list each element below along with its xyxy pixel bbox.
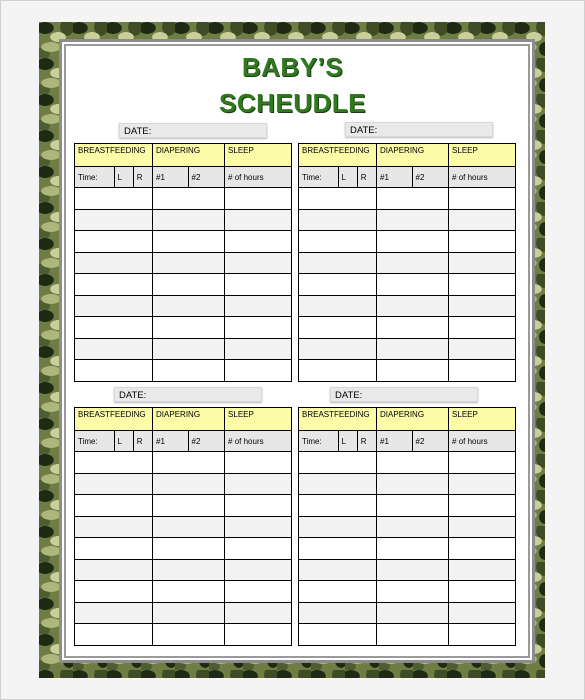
breastfeeding-cell[interactable]: [75, 602, 153, 624]
diapering-cell[interactable]: [153, 581, 225, 603]
breastfeeding-cell[interactable]: [75, 231, 153, 253]
table-row: [75, 252, 292, 274]
sleep-header: SLEEP: [449, 408, 516, 431]
diapering-cell[interactable]: [153, 516, 225, 538]
table-row: [75, 495, 292, 517]
diaper1-subheader: #1: [377, 167, 412, 188]
table-row: [75, 624, 292, 646]
sleep-cell[interactable]: [225, 252, 292, 274]
date-field-2[interactable]: DATE:: [345, 122, 493, 137]
diapering-cell[interactable]: [377, 274, 449, 296]
schedule-table-1: [74, 143, 292, 382]
diapering-cell[interactable]: [153, 495, 225, 517]
diapering-cell[interactable]: [377, 209, 449, 231]
table-row: [299, 338, 516, 360]
breastfeeding-cell[interactable]: [299, 209, 377, 231]
diapering-cell[interactable]: [153, 624, 225, 646]
breastfeeding-cell[interactable]: [75, 188, 153, 210]
table-row: [299, 188, 516, 210]
table-row: [299, 360, 516, 382]
time-subheader: Time:: [75, 167, 115, 188]
breastfeeding-cell[interactable]: [299, 338, 377, 360]
schedule-table-4: [298, 407, 516, 646]
diapering-cell[interactable]: [377, 338, 449, 360]
breastfeeding-cell[interactable]: [299, 317, 377, 339]
diapering-cell[interactable]: [153, 473, 225, 495]
table-row: [75, 188, 292, 210]
left-subheader: L: [338, 431, 357, 452]
diapering-header: DIAPERING: [377, 408, 449, 431]
time-subheader: Time:: [299, 431, 339, 452]
breastfeeding-cell[interactable]: [299, 452, 377, 474]
sleep-cell[interactable]: [225, 295, 292, 317]
schedule-table-3: [74, 407, 292, 646]
table-row: [75, 231, 292, 253]
table-row: [75, 338, 292, 360]
breastfeeding-cell[interactable]: [75, 360, 153, 382]
breastfeeding-cell[interactable]: [299, 274, 377, 296]
sleep-cell[interactable]: [225, 602, 292, 624]
diaper2-subheader: #2: [188, 167, 225, 188]
schedule-table-2: [298, 143, 516, 382]
date-field-1[interactable]: DATE:: [119, 123, 267, 138]
breastfeeding-cell[interactable]: [299, 602, 377, 624]
table-row: [75, 209, 292, 231]
breastfeeding-cell[interactable]: [299, 360, 377, 382]
hours-subheader: # of hours: [225, 431, 292, 452]
breastfeeding-cell[interactable]: [75, 338, 153, 360]
diapering-cell[interactable]: [377, 360, 449, 382]
title-line-2: SCHEUDLE: [218, 88, 366, 118]
table-row: [75, 538, 292, 560]
sleep-cell[interactable]: [225, 581, 292, 603]
diapering-cell[interactable]: [153, 602, 225, 624]
breastfeeding-cell[interactable]: [75, 252, 153, 274]
date-field-4[interactable]: DATE:: [330, 387, 478, 402]
table-row: [299, 473, 516, 495]
breastfeeding-header: BREASTFEEDING: [75, 144, 153, 167]
breastfeeding-header: BREASTFEEDING: [299, 144, 377, 167]
diaper2-subheader: #2: [412, 167, 449, 188]
diapering-cell[interactable]: [153, 538, 225, 560]
breastfeeding-cell[interactable]: [75, 452, 153, 474]
table-row: [75, 581, 292, 603]
table-row: [299, 581, 516, 603]
sleep-cell[interactable]: [225, 188, 292, 210]
breastfeeding-cell[interactable]: [75, 317, 153, 339]
diapering-cell[interactable]: [153, 317, 225, 339]
sleep-cell[interactable]: [225, 274, 292, 296]
diapering-cell[interactable]: [153, 231, 225, 253]
table-row: [75, 516, 292, 538]
breastfeeding-cell[interactable]: [75, 624, 153, 646]
breastfeeding-cell[interactable]: [75, 295, 153, 317]
table-row: [299, 252, 516, 274]
diapering-cell[interactable]: [377, 538, 449, 560]
right-subheader: R: [133, 431, 152, 452]
table-row: [299, 452, 516, 474]
table-row: [75, 295, 292, 317]
breastfeeding-cell[interactable]: [299, 252, 377, 274]
time-subheader: Time:: [75, 431, 115, 452]
sleep-cell[interactable]: [449, 473, 516, 495]
sleep-cell[interactable]: [225, 209, 292, 231]
table-row: [75, 317, 292, 339]
table-row: [299, 317, 516, 339]
sleep-cell[interactable]: [225, 317, 292, 339]
breastfeeding-cell[interactable]: [299, 581, 377, 603]
right-subheader: R: [357, 167, 376, 188]
diaper2-subheader: #2: [188, 431, 225, 452]
table-row: [299, 295, 516, 317]
table-row: [299, 516, 516, 538]
title-line-1: BABY’S: [241, 52, 344, 82]
table-row: [299, 495, 516, 517]
sleep-cell[interactable]: [225, 473, 292, 495]
diapering-cell[interactable]: [377, 516, 449, 538]
table-row: [299, 231, 516, 253]
hours-subheader: # of hours: [449, 167, 516, 188]
table-row: [299, 602, 516, 624]
sleep-cell[interactable]: [449, 360, 516, 382]
diapering-cell[interactable]: [377, 473, 449, 495]
breastfeeding-cell[interactable]: [75, 559, 153, 581]
sleep-cell[interactable]: [225, 516, 292, 538]
sleep-cell[interactable]: [225, 452, 292, 474]
sleep-cell[interactable]: [449, 538, 516, 560]
breastfeeding-cell[interactable]: [299, 495, 377, 517]
sleep-cell[interactable]: [225, 360, 292, 382]
diapering-cell[interactable]: [377, 559, 449, 581]
left-subheader: L: [114, 167, 133, 188]
sleep-cell[interactable]: [225, 559, 292, 581]
diapering-header: DIAPERING: [153, 408, 225, 431]
sleep-cell[interactable]: [449, 581, 516, 603]
breastfeeding-cell[interactable]: [299, 538, 377, 560]
hours-subheader: # of hours: [225, 167, 292, 188]
diapering-cell[interactable]: [377, 602, 449, 624]
diapering-cell[interactable]: [153, 209, 225, 231]
table-row: [75, 274, 292, 296]
breastfeeding-header: BREASTFEEDING: [299, 408, 377, 431]
diapering-cell[interactable]: [153, 338, 225, 360]
breastfeeding-header: BREASTFEEDING: [75, 408, 153, 431]
table-row: [75, 473, 292, 495]
diaper1-subheader: #1: [377, 431, 412, 452]
sleep-cell[interactable]: [449, 188, 516, 210]
sleep-cell[interactable]: [449, 317, 516, 339]
diapering-cell[interactable]: [153, 295, 225, 317]
diaper1-subheader: #1: [153, 431, 188, 452]
sleep-cell[interactable]: [449, 516, 516, 538]
sleep-cell[interactable]: [449, 252, 516, 274]
diapering-cell[interactable]: [153, 559, 225, 581]
table-row: [299, 209, 516, 231]
time-subheader: Time:: [299, 167, 339, 188]
table-row: [299, 538, 516, 560]
diapering-cell[interactable]: [153, 188, 225, 210]
diapering-cell[interactable]: [377, 252, 449, 274]
right-subheader: R: [133, 167, 152, 188]
diapering-cell[interactable]: [377, 295, 449, 317]
diapering-cell[interactable]: [377, 231, 449, 253]
sleep-cell[interactable]: [449, 274, 516, 296]
sleep-cell[interactable]: [225, 538, 292, 560]
breastfeeding-cell[interactable]: [299, 559, 377, 581]
diapering-cell[interactable]: [377, 452, 449, 474]
breastfeeding-cell[interactable]: [75, 209, 153, 231]
table-row: [75, 559, 292, 581]
breastfeeding-cell[interactable]: [75, 516, 153, 538]
diapering-cell[interactable]: [153, 360, 225, 382]
diapering-cell[interactable]: [377, 188, 449, 210]
left-subheader: L: [338, 167, 357, 188]
breastfeeding-cell[interactable]: [299, 188, 377, 210]
sleep-header: SLEEP: [225, 408, 292, 431]
diapering-cell[interactable]: [153, 452, 225, 474]
table-row: [75, 360, 292, 382]
diapering-cell[interactable]: [377, 624, 449, 646]
breastfeeding-cell[interactable]: [75, 495, 153, 517]
sleep-cell[interactable]: [449, 295, 516, 317]
diaper2-subheader: #2: [412, 431, 449, 452]
breastfeeding-cell[interactable]: [299, 473, 377, 495]
table-row: [299, 559, 516, 581]
sleep-cell[interactable]: [449, 602, 516, 624]
breastfeeding-cell[interactable]: [75, 473, 153, 495]
table-row: [299, 274, 516, 296]
sleep-cell[interactable]: [225, 495, 292, 517]
diapering-header: DIAPERING: [153, 144, 225, 167]
hours-subheader: # of hours: [449, 431, 516, 452]
diapering-cell[interactable]: [377, 581, 449, 603]
table-row: [75, 602, 292, 624]
breastfeeding-cell[interactable]: [75, 274, 153, 296]
breastfeeding-cell[interactable]: [299, 624, 377, 646]
diapering-cell[interactable]: [377, 317, 449, 339]
breastfeeding-cell[interactable]: [299, 231, 377, 253]
table-row: [299, 624, 516, 646]
sleep-cell[interactable]: [449, 209, 516, 231]
sleep-cell[interactable]: [225, 624, 292, 646]
sleep-cell[interactable]: [449, 338, 516, 360]
breastfeeding-cell[interactable]: [75, 538, 153, 560]
sleep-cell[interactable]: [225, 231, 292, 253]
breastfeeding-cell[interactable]: [299, 516, 377, 538]
sleep-cell[interactable]: [449, 452, 516, 474]
date-field-3[interactable]: DATE:: [114, 387, 262, 402]
sleep-cell[interactable]: [449, 624, 516, 646]
breastfeeding-cell[interactable]: [299, 295, 377, 317]
sleep-cell[interactable]: [449, 495, 516, 517]
diapering-header: DIAPERING: [377, 144, 449, 167]
diapering-cell[interactable]: [377, 495, 449, 517]
left-subheader: L: [114, 431, 133, 452]
sleep-header: SLEEP: [449, 144, 516, 167]
sleep-header: SLEEP: [225, 144, 292, 167]
breastfeeding-cell[interactable]: [75, 581, 153, 603]
sleep-cell[interactable]: [449, 559, 516, 581]
right-subheader: R: [357, 431, 376, 452]
sleep-cell[interactable]: [225, 338, 292, 360]
table-row: [75, 452, 292, 474]
diaper1-subheader: #1: [153, 167, 188, 188]
diapering-cell[interactable]: [153, 274, 225, 296]
sleep-cell[interactable]: [449, 231, 516, 253]
diapering-cell[interactable]: [153, 252, 225, 274]
